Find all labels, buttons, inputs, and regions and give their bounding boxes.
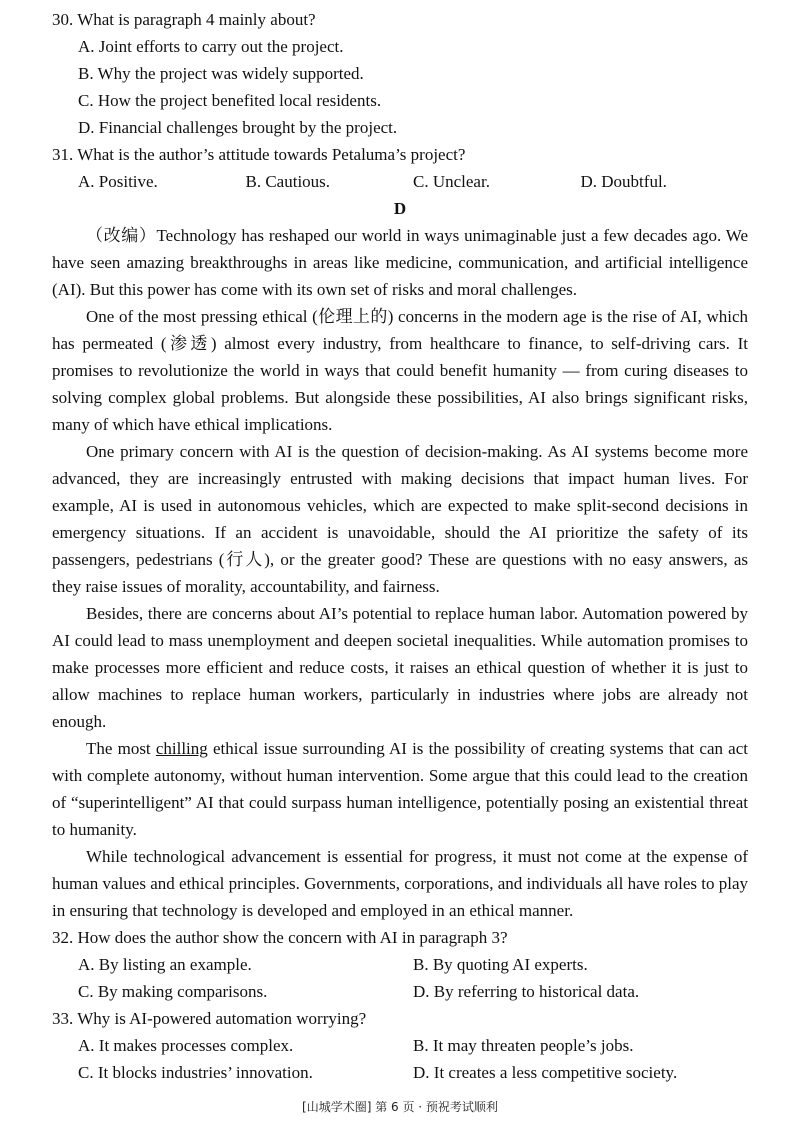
paragraph-5-start: The most — [86, 739, 156, 758]
underlined-word: chilling — [155, 739, 208, 758]
question-30 — [52, 6, 748, 141]
passage-paragraph-6: While technological advancement is essential for progress, it must not come at the expense of human values and ethical principles. Governments, corporations, and individuals all have roles to play in ensuring that technology is developed and employed in an ethical manner. — [52, 847, 748, 920]
question-32 — [52, 924, 748, 1005]
question-31-option-d: D. Doubtful. — [580, 172, 667, 191]
question-31-option-b: B. Cautious. — [245, 172, 331, 191]
question-30-option-b: B. Why the project was widely supported. — [78, 64, 364, 83]
question-31 — [52, 141, 748, 195]
question-32-options-row-1 — [78, 951, 748, 978]
question-30-option-c: C. How the project benefited local residents. — [78, 91, 382, 110]
question-33-options-row-1 — [78, 1032, 748, 1059]
section-label: D — [393, 199, 407, 218]
question-32-option-a: A. By listing an example. — [78, 955, 252, 974]
question-33-option-a: A. It makes processes complex. — [78, 1036, 294, 1055]
question-31-option-a: A. Positive. — [78, 172, 158, 191]
question-33-option-b: B. It may threaten people’s jobs. — [413, 1036, 634, 1055]
question-32-options-row-2 — [78, 978, 748, 1005]
question-30-option-d: D. Financial challenges brought by the project. — [78, 118, 398, 137]
passage-paragraph-1: （改编）Technology has reshaped our world in ways unimaginable just a few decades ago. We have seen amazing breakthroughs in areas like medicine, communication, and artificial intelligence (AI). But this power has come with its own set of risks and moral challenges. — [52, 226, 748, 299]
question-32-option-d: D. By referring to historical data. — [413, 982, 640, 1001]
question-31-stem: 31. What is the author’s attitude towards Petaluma’s project? — [52, 145, 466, 164]
question-32-stem: 32. How does the author show the concern with AI in paragraph 3? — [52, 928, 508, 947]
exam-page — [52, 6, 748, 1086]
question-33-option-c: C. It blocks industries’ innovation. — [78, 1063, 313, 1082]
passage-paragraph-3: One primary concern with AI is the question of decision-making. As AI systems become more advanced, they are increasingly entrusted with making decisions that impact human lives. For example, AI is used in autonomous vehicles, which are expected to make split-second decisions in emergency situations. If an accident is unavoidable, should the AI prioritize the safety of its passengers, pedestrians (行人), or the greater good? These are questions with no easy answers, as they raise issues of morality, accountability, and fairness. — [52, 442, 748, 596]
passage-paragraph-5 — [52, 735, 748, 843]
reading-passage — [52, 222, 748, 924]
question-31-options — [78, 168, 748, 195]
passage-paragraph-4: Besides, there are concerns about AI’s potential to replace human labor. Automation powered by AI could lead to mass unemployment and deepen societal inequalities. While automation promises to make processes more efficient and reduce costs, it raises an ethical question of whether it is just to allow machines to replace human workers, particularly in industries where jobs are already not enough. — [52, 604, 748, 731]
question-32-option-c: C. By making comparisons. — [78, 982, 268, 1001]
question-32-option-b: B. By quoting AI experts. — [413, 955, 588, 974]
question-33-options-row-2 — [78, 1059, 748, 1086]
question-33-stem: 33. Why is AI-powered automation worrying? — [52, 1009, 367, 1028]
question-31-option-c: C. Unclear. — [413, 172, 490, 191]
question-33-option-d: D. It creates a less competitive society. — [413, 1063, 678, 1082]
paragraph-5-rest: ethical issue surrounding AI is the possibility of creating systems that can act with complete autonomy, without human intervention. Some argue that this could lead to the creation of “superintelligent” AI that could surpass human intelligence, potentially posing an existential threat to humanity. — [52, 739, 748, 839]
question-30-stem: 30. What is paragraph 4 mainly about? — [52, 10, 316, 29]
question-30-option-a: A. Joint efforts to carry out the project. — [78, 37, 344, 56]
page-footer: [山城学术圈] 第 6 页 · 预祝考试顺利 — [302, 1100, 498, 1114]
question-33 — [52, 1005, 748, 1086]
passage-paragraph-2: One of the most pressing ethical (伦理上的) concerns in the modern age is the rise of AI, which has permeated (渗透) almost every industry, from healthcare to finance, to self-driving cars. It promises to revolutionize the world in ways that could benefit humanity — from curing diseases to solving complex global problems. But alongside these possibilities, AI also brings significant risks, many of which have ethical implications. — [52, 307, 748, 434]
